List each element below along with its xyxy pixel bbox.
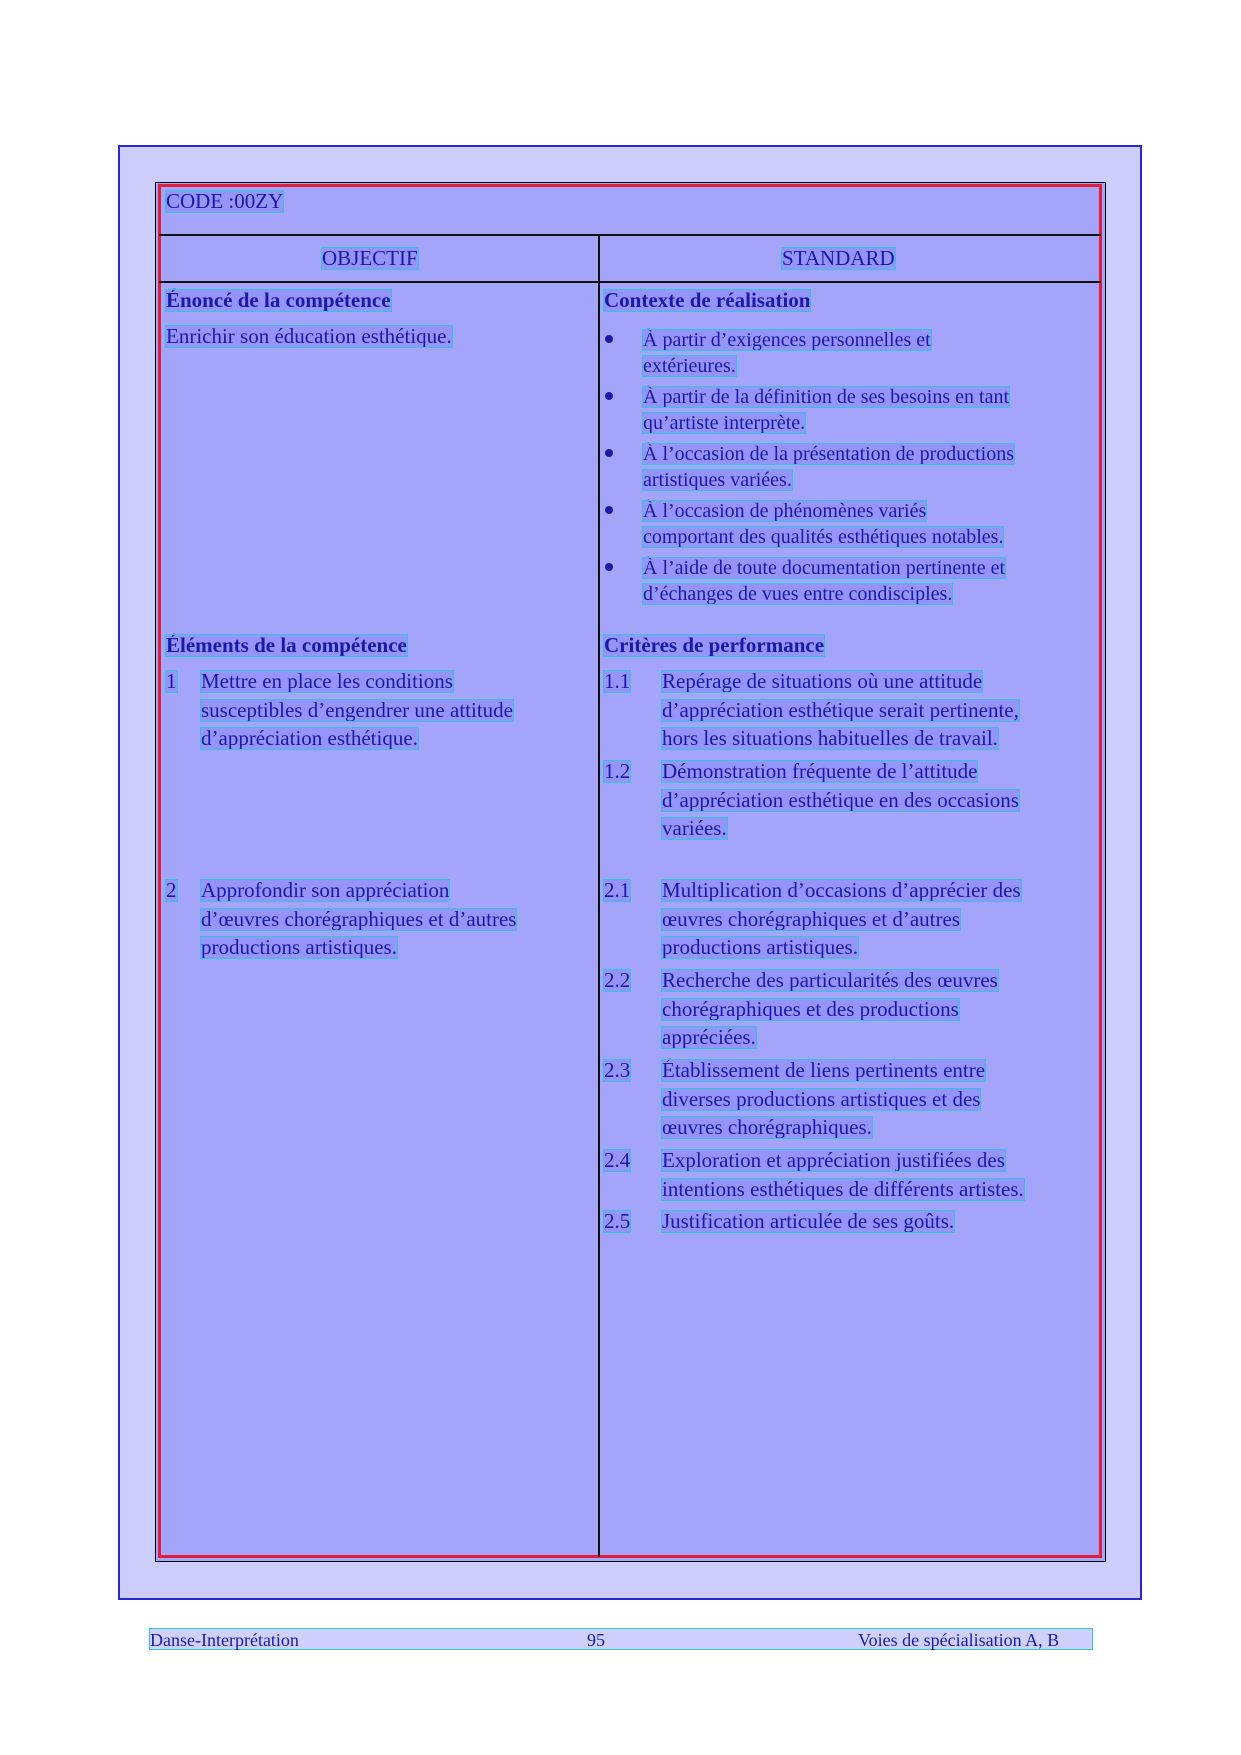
contexte-item-3-line-2: artistiques variées. xyxy=(643,469,792,491)
critere-1-1-number: 1.1 xyxy=(604,669,631,693)
contexte-item-2-line-2: qu’artiste interprète. xyxy=(643,412,806,434)
critere-2-5-line-1: Justification articulée de ses goûts. xyxy=(662,1209,955,1233)
bullet-icon xyxy=(605,335,613,343)
element-1-number: 1 xyxy=(166,669,177,693)
critere-1-2-number: 1.2 xyxy=(604,759,631,783)
contexte-item-4-line-2: comportant des qualités esthétiques notables. xyxy=(643,526,1004,548)
critere-2-2-line-3: appréciées. xyxy=(662,1025,756,1049)
critere-2-3-line-1: Établissement de liens pertinents entre xyxy=(662,1058,986,1082)
footer-left: Danse-Interprétation xyxy=(150,1630,299,1650)
element-2-line-3: productions artistiques. xyxy=(201,935,397,959)
critere-2-3-line-3: œuvres chorégraphiques. xyxy=(662,1115,872,1139)
bullet-icon xyxy=(605,392,613,400)
code-label: CODE :00ZY xyxy=(166,189,284,213)
critere-1-2-line-1: Démonstration fréquente de l’attitude xyxy=(662,759,978,783)
column-divider xyxy=(598,235,600,1557)
footer-right: Voies de spécialisation A, B xyxy=(858,1630,1060,1650)
critere-1-2-line-3: variées. xyxy=(662,816,727,840)
critere-1-1-line-3: hors les situations habituelles de travail. xyxy=(662,726,998,750)
header-divider-bottom xyxy=(159,281,1101,283)
critere-2-1-line-1: Multiplication d’occasions d’apprécier des xyxy=(662,878,1021,902)
critere-2-2-number: 2.2 xyxy=(604,968,631,992)
critere-2-1-line-3: productions artistiques. xyxy=(662,935,858,959)
critere-1-2-line-2: d’appréciation esthétique en des occasions xyxy=(662,788,1019,812)
bullet-icon xyxy=(605,563,613,571)
element-2-line-1: Approfondir son appréciation xyxy=(201,878,450,902)
page-number: 95 xyxy=(587,1630,605,1650)
bullet-icon xyxy=(605,449,613,457)
contexte-item-2-line-1: À partir de la définition de ses besoins en tant xyxy=(643,386,1010,408)
critere-2-3-line-2: diverses productions artistiques et des xyxy=(662,1087,981,1111)
critere-2-2-line-1: Recherche des particularités des œuvres xyxy=(662,968,998,992)
elements-title: Éléments de la compétence xyxy=(166,633,407,657)
critere-1-1-line-2: d’appréciation esthétique serait pertinente, xyxy=(662,698,1019,722)
critere-2-1-number: 2.1 xyxy=(604,878,631,902)
critere-2-1-line-2: œuvres chorégraphiques et d’autres xyxy=(662,907,960,931)
critere-2-2-line-2: chorégraphiques et des productions xyxy=(662,997,959,1021)
critere-2-4-number: 2.4 xyxy=(604,1148,631,1172)
contexte-item-3-line-1: À l’occasion de la présentation de productions xyxy=(643,443,1014,465)
critere-2-4-line-1: Exploration et appréciation justifiées des xyxy=(662,1148,1005,1172)
criteres-title: Critères de performance xyxy=(604,633,825,657)
header-objectif: OBJECTIF xyxy=(322,246,418,270)
element-1-line-1: Mettre en place les conditions xyxy=(201,669,453,693)
header-standard: STANDARD xyxy=(782,246,895,270)
element-2-line-2: d’œuvres chorégraphiques et d’autres xyxy=(201,907,517,931)
contexte-title: Contexte de réalisation xyxy=(604,288,811,312)
contexte-item-5-line-2: d’échanges de vues entre condisciples. xyxy=(643,583,953,605)
contexte-item-1-line-2: extérieures. xyxy=(643,355,736,377)
enonce-text: Enrichir son éducation esthétique. xyxy=(166,324,452,348)
contexte-item-4-line-1: À l’occasion de phénomènes variés xyxy=(643,500,927,522)
critere-2-5-number: 2.5 xyxy=(604,1209,631,1233)
critere-2-3-number: 2.3 xyxy=(604,1058,631,1082)
element-2-number: 2 xyxy=(166,878,177,902)
element-1-line-2: susceptibles d’engendrer une attitude xyxy=(201,698,513,722)
element-1-line-3: d’appréciation esthétique. xyxy=(201,726,418,750)
bullet-icon xyxy=(605,506,613,514)
critere-1-1-line-1: Repérage de situations où une attitude xyxy=(662,669,983,693)
contexte-item-1-line-1: À partir d’exigences personnelles et xyxy=(643,329,931,351)
critere-2-4-line-2: intentions esthétiques de différents artistes. xyxy=(662,1177,1024,1201)
enonce-title: Énoncé de la compétence xyxy=(166,288,391,312)
contexte-item-5-line-1: À l’aide de toute documentation pertinente et xyxy=(643,557,1006,579)
header-divider-top xyxy=(159,234,1101,236)
